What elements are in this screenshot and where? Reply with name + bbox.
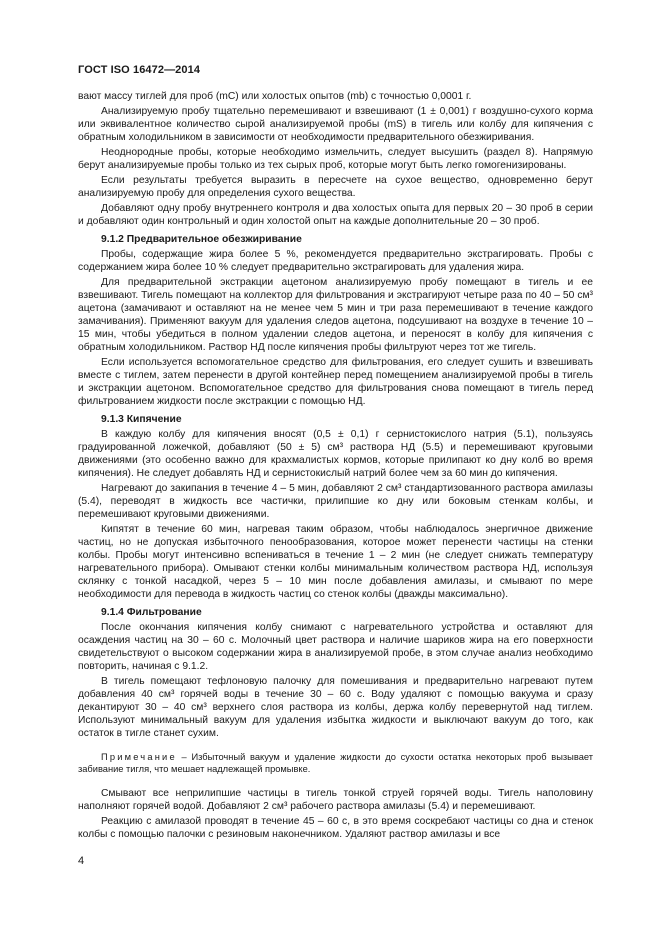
- note-label: Примечание: [101, 752, 177, 762]
- paragraph: Неоднородные пробы, которые необходимо измельчить, следует высушить (раздел 8). Напрямую берут анализируемые пробы только из тех сырых проб, которые могут быть легко гомогенизированы.: [78, 147, 593, 171]
- paragraph: Смывают все неприлипшие частицы в тигель тонкой струей горячей воды. Тигель наполовину наполняют горячей водой. Добавляют 2 см³ рабочего раствора амилазы (5.4) и перемешивают.: [78, 788, 593, 812]
- paragraph: Если используется вспомогательное средство для фильтрования, его следует сушить и взвешивать вместе с тиглем, затем перенести в другой контейнер перед помещением анализируемой пробы в тигель и экстракции ацетоном. Вспомогательное средство для фильтрования снова помещают в тигель перед фильтрованием жидкости после экстракции с помощью НД.: [78, 357, 593, 407]
- paragraph: После окончания кипячения колбу снимают с нагревательного устройства и оставляют для осаждения частиц на 30 – 60 с. Молочный цвет раствора и наличие шариков жира на его поверхности свидетельствуют о высоком содержании жира в анализируемой пробе, в этом случае анализ необходимо повторить, начиная с 9.1.2.: [78, 622, 593, 672]
- note-text: – Избыточный вакуум и удаление жидкости до сухости остатка некоторых проб вызывает забивание тигля, что мешает надлежащей промывке.: [78, 752, 593, 774]
- paragraph: Нагревают до закипания в течение 4 – 5 мин, добавляют 2 см³ стандартизованного раствора амилазы (5.4), переводят в жидкость все частички, прилипшие ко дну или боковым стенкам колбы, и перемешивают круговыми движениями.: [78, 483, 593, 520]
- paragraph: Если результаты требуется выразить в пересчете на сухое вещество, одновременно берут анализируемую пробу для определения сухого вещества.: [78, 175, 593, 199]
- document-header: ГОСТ ISO 16472—2014: [78, 64, 201, 76]
- paragraph: Реакцию с амилазой проводят в течение 45 – 60 с, в это время соскребают частицы со дна и стенок колбы с помощью палочки с резиновым наконечником. Удаляют раствор амилазы и все: [78, 816, 593, 840]
- paragraph: В каждую колбу для кипячения вносят (0,5 ± 0,1) г сернистокислого натрия (5.1), пользуясь градуированной ложечкой, добавляют (50 ± 5) см³ раствора НД (5.5) и перемешивают круговыми движениями (это особенно важно для крахмалистых кормов, которые прилипают ко дну колб во время кипячения). Не следует добавлять НД и сернистокислый натрий более чем за 60 мин до кипячения.: [78, 429, 593, 479]
- note: [78, 751, 593, 775]
- paragraph: Добавляют одну пробу внутреннего контроля и два холостых опыта для первых 20 – 30 проб в серии и добавляют один контрольный и один холостой опыт на каждые дополнительные 20 – 30 проб.: [78, 203, 593, 227]
- section-heading: 9.1.4 Фильтрование: [101, 607, 202, 618]
- paragraph: Кипятят в течение 60 мин, нагревая таким образом, чтобы наблюдалось энергичное движение частиц, но не допуская избыточного пенообразования, которое может перенести частицы на стенки колбы. Пробы могут интенсивно вспениваться в течение 1 – 2 мин (не следует снижать температуру нагревательного прибора). Омывают стенки колбы минимальным количеством раствора НД, используя склянку с тонкой насадкой, через 5 – 10 мин после добавления амилазы, и смывают по мере необходимости для перевода в жидкость частиц со стенок колбы (дважды максимально).: [78, 524, 593, 600]
- section-heading: 9.1.2 Предварительное обезжиривание: [101, 234, 302, 245]
- paragraph: Пробы, содержащие жира более 5 %, рекомендуется предварительно экстрагировать. Пробы с содержанием жира более 10 % следует предварительно экстрагировать для удаления жира.: [78, 249, 593, 273]
- paragraph: В тигель помещают тефлоновую палочку для помешивания и предварительно нагревают путем добавления 40 см³ горячей воды в течение 30 – 60 с. Воду удаляют с помощью вакуума и сразу декантируют 30 – 40 см³ верхнего слоя раствора из колбы, держа колбу перевернутой над тиглем. Используют минимальный вакуум для удаления избытка жидкости и выключают вакуум до того, как остаток в тигле станет сухим.: [78, 676, 593, 739]
- page-number: 4: [78, 855, 85, 867]
- paragraph: Для предварительной экстракции ацетоном анализируемую пробу помещают в тигель и ее взвешивают. Тигель помещают на коллектор для фильтрования и экстрагируют четыре раза по 40 – 50 см³ ацетона (замачивают и оставляют на не менее чем 5 мин и три раза перемешивают в течение каждого замачивания). Применяют вакуум для удаления следов ацетона, подсушивают на воздухе в течение 10 – 15 мин, чтобы убедиться в полном удалении следов ацетона, и переносят в колбу для кипячения с обратным холодильником. Раствор НД после кипячения пробы фильтруют через тот же тигель.: [78, 277, 593, 353]
- section-heading: 9.1.3 Кипячение: [101, 414, 182, 425]
- paragraph: Анализируемую пробу тщательно перемешивают и взвешивают (1 ± 0,001) г воздушно-сухого корма или эквивалентное количество сырой анализируемой пробы (mS) в тигель или колбу для кипячения с обратным холодильником в зависимости от необходимости предварительного обезжиривания.: [78, 106, 593, 143]
- paragraph: вают массу тиглей для проб (mC) или холостых опытов (mb) с точностью 0,0001 г.: [78, 91, 472, 102]
